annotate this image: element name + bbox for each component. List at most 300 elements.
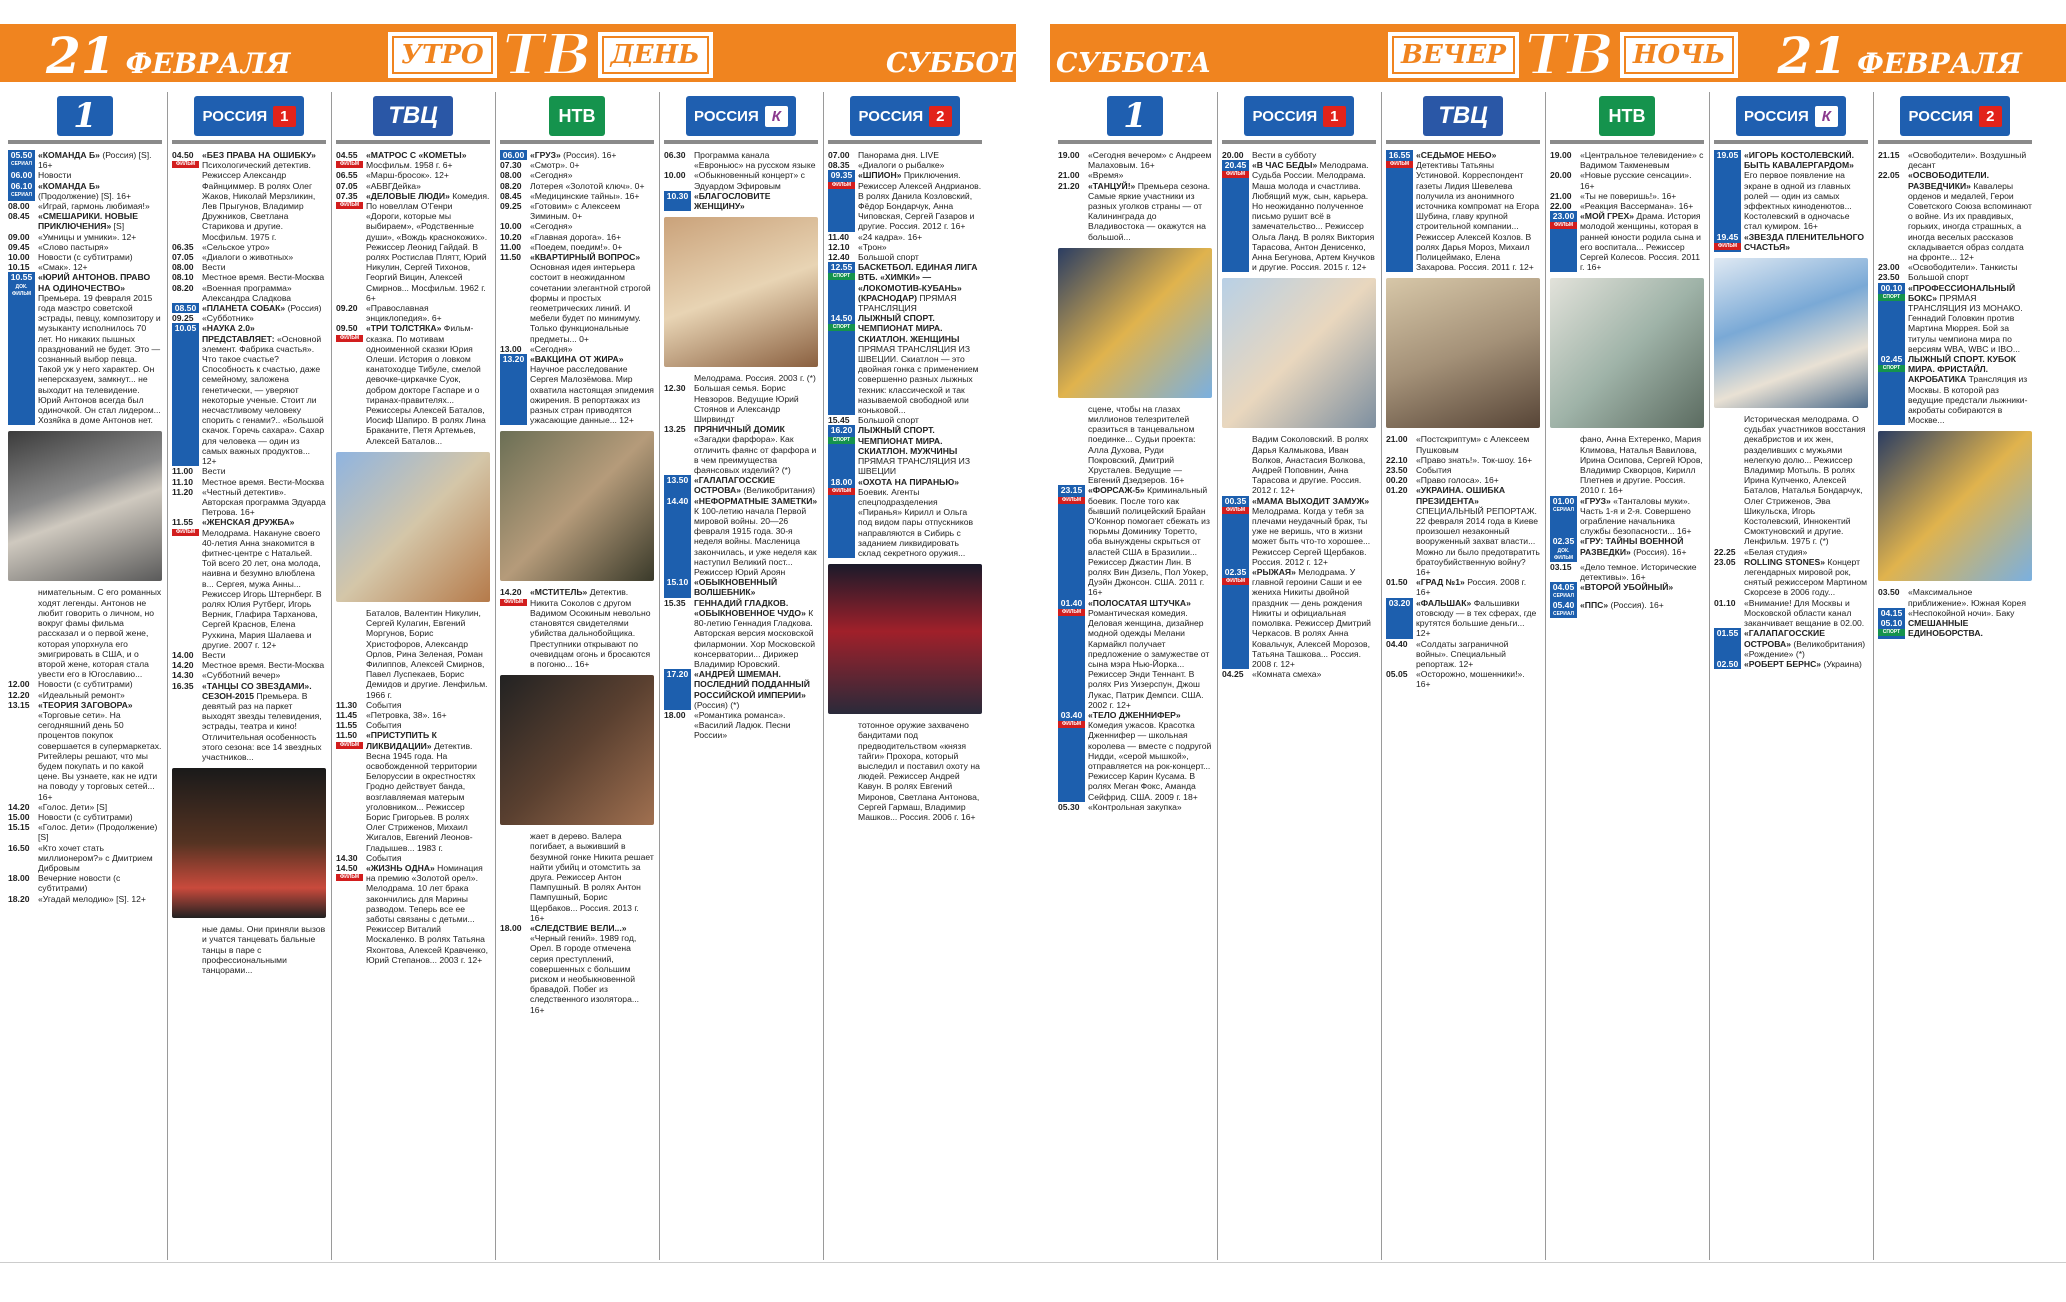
program-description: «НАУКА 2.0» ПРЕДСТАВЛЯЕТ: «Основной элемент. Фабрика счастья». Что такое счастье? Способность к счастью, даже семейному, заложена генетически, — уверяют некоторые ученые. Стоит ли несчастливому человеку спорить с генами?.. «Большой скачок. Горечь сахара». Сахар для человека — один из самых важных продуктов... 12+: [202, 323, 325, 467]
program-description: «ЖЕНСКАЯ ДРУЖБА» Мелодрама. Накануне своего 40-летия Анна знакомится в фитнес-центре с Натальей. Той всего 20 лет, она молода, наивна и безумно влюблена в... Сергея, мужа Анны... Режиссер Игорь Штернберг. В ролях Юлия Рутберг, Игорь Верник, Глафира Тарханова, Сергей Краснов, Елена Рухкина, Мария Шалаева и другие. 2007 г. 12+: [202, 517, 322, 650]
program-time: 09.35 ФИЛЬМ: [828, 170, 855, 231]
program-time: 16.20 СПОРТ: [828, 425, 855, 476]
program-entry: [1382, 150, 1544, 272]
program-time: [500, 831, 530, 923]
program-title: «ВТОРОЙ УБОЙНЫЙ»: [1580, 582, 1674, 593]
program-time: 03.15: [1550, 561, 1572, 572]
program-time: 11.50: [500, 252, 522, 263]
program-description: нимательным. С его романных ходят легенды. Антонов не любит говорить о личном, но вокруг фамы фильма рассказал и о первой жене, которая упорхнула его эмигрировать в США, и о второй жене, которая стала увести его в Югославию...: [38, 587, 162, 680]
program-entry: [4, 587, 166, 679]
program-entry: [660, 710, 822, 741]
program-description: «Максимальное приближение». Южная Корея: [1908, 587, 2026, 608]
program-description: Мелодрама. Россия. 2003 г. (*): [694, 373, 816, 384]
channel-column: [824, 92, 986, 1260]
program-title: «ТЕЛО ДЖЕННИФЕР»: [1088, 709, 1181, 720]
channel-name: ТВЦ: [388, 102, 438, 129]
program-description: ПРЯНИЧНЫЙ ДОМИК «Загадки фарфора». Как отличить фаянс от фарфора и в чем преимущества фаянсовых изделий? (*): [694, 424, 817, 476]
program-time: 22.00: [1550, 201, 1572, 212]
program-description: «Слово пастыря»: [38, 241, 109, 252]
program-time: 23.50: [1878, 272, 1900, 283]
program-time: 21.00: [1386, 434, 1408, 445]
channel-name: РОССИЯ: [858, 107, 924, 125]
program-time: 07.00: [828, 150, 850, 160]
program-time: 14.20 ФИЛЬМ: [500, 587, 530, 669]
right-section-logo: [1388, 22, 1738, 88]
program-entry: [1546, 191, 1708, 201]
program-description: События: [1416, 465, 1452, 476]
program-entry: [824, 232, 986, 242]
program-entry: [496, 252, 658, 344]
program-time: 22.25: [1714, 546, 1736, 557]
program-time: [336, 608, 366, 700]
program-entry: [1546, 150, 1708, 170]
program-photo: [828, 564, 982, 714]
program-entry: [168, 681, 330, 763]
program-entry: [496, 170, 658, 180]
program-entry: [1382, 465, 1544, 475]
genre-tag: ФИЛЬМ: [1714, 243, 1741, 250]
channel-column: [496, 92, 658, 1260]
program-time: 13.50: [664, 475, 691, 495]
program-time: 23.00 ФИЛЬМ: [1550, 211, 1577, 272]
program-entry: [4, 150, 166, 170]
program-time: 23.50: [1386, 465, 1408, 476]
program-time: 04.15: [1878, 608, 1905, 618]
program-description: Новости (с субтитрами): [38, 252, 133, 263]
program-description: Большой спорт: [858, 252, 919, 263]
channel-name: РОССИЯ: [1252, 107, 1318, 125]
channel-header: [336, 92, 490, 144]
program-description: «БЕЗ ПРАВА НА ОШИБКУ» Психологический детектив. Режиссер Александр Файнциммер. В ролях Олег Жаков, Николай Мерзликин, Лев Прыгунов, Владимир Дружников, Светлана Старикова и другие. Мосфильм. 1975 г.: [202, 150, 316, 242]
program-entry: [496, 354, 658, 425]
program-entry: [332, 191, 494, 303]
program-description: «Время»: [1088, 170, 1124, 181]
genre-tag: ФИЛЬМ: [336, 874, 363, 881]
program-title: «ЖЕНСКАЯ ДРУЖБА»: [202, 517, 295, 528]
program-time: 10.05: [172, 323, 199, 466]
program-title: «ГРУ: ТАЙНЫ ВОЕННОЙ РАЗВЕДКИ»: [1580, 536, 1684, 557]
program-time: 11.00: [500, 241, 522, 252]
program-description: ЛЫЖНЫЙ СПОРТ. ЧЕМПИОНАТ МИРА. СКИАТЛОН. ЖЕНЩИНЫ ПРЯМАЯ ТРАНСЛЯЦИЯ ИЗ ШВЕЦИИ. Скиатлон — это двойная гонка с применением совершенно разных лыжных техник: классической и так называемой свободной или коньковой...: [858, 313, 979, 416]
program-entry: [496, 587, 658, 669]
program-entry: [496, 201, 658, 221]
program-description: «Реакция Вассермана». 16+: [1580, 201, 1694, 212]
left-logo-word-b: ДЕНЬ: [598, 32, 713, 78]
program-time: 09.25: [500, 201, 522, 212]
program-description: Историческая мелодрама. О судьбах участников восстания декабристов и их жен, разделивших с мужьями нелегкую долю... Режиссер Владимир Мотыль. В ролях Ирина Купченко, Алексей Баталов, Наталья Бондарчук, Олег Стриженов, Эва Шикульска, Игорь Костолевский, Иннокентий Смоктуновский и другие. Ленфильм. 1975 г. (*): [1744, 414, 1866, 547]
program-entry: [1546, 201, 1708, 211]
program-entry: [496, 191, 658, 201]
program-entry: [1546, 496, 1708, 537]
program-entry: [1710, 598, 1872, 629]
program-photo: [500, 431, 654, 581]
program-description: «Субботник»: [202, 313, 254, 324]
program-entry: [332, 150, 494, 170]
program-title: «ППС»: [1580, 600, 1611, 611]
channel-badge: 1: [273, 106, 295, 127]
program-description: «ЮРИЙ АНТОНОВ. ПРАВО НА ОДИНОЧЕСТВО» Премьера. 19 февраля 2015 года маэстро советской эстрады, певцу, композитору и музыканту исполнилось 70 лет. Но никаких пышных празднований не будет. Это — сознанный выбор певца. Такой уж у него характер. Он неперсказуем, замкнут... не выходит на телевидение. Юрий Антонов всегда был одиночкой. Он стал лидером... Хозяйка в доме Антонов нет.: [38, 272, 161, 426]
program-description: «ГРУ: ТАЙНЫ ВОЕННОЙ РАЗВЕДКИ» (Россия). 16+: [1580, 536, 1687, 557]
program-time: 16.50: [8, 842, 30, 853]
program-time: 04.25: [1222, 669, 1244, 680]
program-entry: [1546, 170, 1708, 190]
program-description: «ГАЛАПАГОССКИЕ ОСТРОВА» (Великобритания) «Рождение» (*): [1744, 628, 1866, 659]
program-entry: [1710, 414, 1872, 547]
channel-logo: [194, 96, 303, 136]
program-title: «КОМАНДА Б»: [38, 150, 103, 160]
program-time: 04.40: [1386, 638, 1408, 649]
program-entry: [168, 650, 330, 660]
program-description: «Петровка, 38». 16+: [366, 709, 447, 720]
program-entry: [4, 679, 166, 689]
channel-logo: [1244, 96, 1353, 136]
program-time: 14.20: [8, 801, 30, 812]
program-description: «МСТИТЕЛЬ» Детектив. Никита Соколов с другом Вадимом Осокиным невольно становятся свидетелями убийства дальнобойщика. Преступники открывают по очевидцам огонь и бросаются в погоню... 16+: [530, 587, 651, 669]
right-logo-word-b: НОЧЬ: [1620, 32, 1738, 78]
program-time: 10.55 ДОК. ФИЛЬМ: [8, 272, 35, 425]
program-time: 12.55 СПОРТ: [828, 262, 855, 313]
program-entry: [1874, 283, 2036, 354]
program-entry: [1874, 354, 2036, 425]
genre-tag: СЕРИАЛ: [1550, 611, 1577, 618]
program-description: «Центральное телевидение» с Вадимом Такменевым: [1580, 150, 1704, 171]
program-time: [1222, 434, 1252, 495]
program-description: [1744, 232, 1868, 252]
channel-header: [1058, 92, 1212, 144]
channel-header: [828, 92, 982, 144]
program-entry: [1054, 710, 1216, 802]
program-entry: [4, 211, 166, 231]
program-entry: [824, 313, 986, 415]
genre-tag: СПОРТ: [1878, 365, 1905, 372]
program-description: ГЕННАДИЙ ГЛАДКОВ. «ОБЫКНОВЕННОЕ ЧУДО» К 80-летию Геннадия Гладкова. Авторская версия московской филармонии. Хор Московской консерватории... Дирижер Владимир Юровский.: [694, 597, 816, 669]
program-title: ГЕННАДИЙ ГЛАДКОВ. «ОБЫКНОВЕННОЕ ЧУДО»: [694, 597, 809, 618]
program-time: 20.45 ФИЛЬМ: [1222, 160, 1249, 272]
program-entry: [1546, 582, 1708, 600]
program-photo: [1058, 248, 1212, 398]
program-entry: [4, 181, 166, 201]
program-time: 23.05: [1714, 556, 1736, 567]
genre-tag: СПОРТ: [828, 437, 855, 444]
program-entry: [824, 170, 986, 231]
program-time: 13.15: [8, 699, 30, 710]
program-description: «Внимание! Для Москвы и Московской области канал заканчивает вещание в 02.00.: [1744, 597, 1865, 629]
genre-tag: СПОРТ: [1878, 294, 1905, 301]
channel-column: [1710, 92, 1872, 1260]
program-time: 11.30: [336, 699, 358, 710]
program-description: Большая семья. Борис Невзоров. Ведущие Юрий Стоянов и Александр Ширвиндт: [694, 383, 799, 425]
program-entry: [4, 232, 166, 242]
program-entry: [332, 863, 494, 965]
left-weekday: СУББОТА: [886, 48, 1042, 79]
program-time: [828, 720, 858, 822]
program-entry: [1054, 404, 1216, 486]
program-title: «ОХОТА НА ПИРАНЬЮ»: [858, 476, 959, 487]
program-time: 01.00 СЕРИАЛ: [1550, 496, 1577, 537]
program-entry: [1546, 211, 1708, 272]
program-time: 07.05: [172, 252, 194, 263]
program-description: «МАМА ВЫХОДИТ ЗАМУЖ» Мелодрама. Когда у тебя за плечами неудачный брак, ты уже не веришь, что в жизни может быть что-то хорошее... Режиссер Сергей Щербаков. Россия. 2012 г. 12+: [1252, 495, 1371, 567]
genre-tag: ФИЛЬМ: [1058, 609, 1085, 616]
program-time: 11.00: [172, 466, 194, 477]
genre-tag: ФИЛЬМ: [1550, 222, 1577, 229]
program-entry: [332, 181, 494, 191]
program-description: «Диалоги о животных»: [202, 252, 294, 263]
program-time: 20.00: [1550, 170, 1572, 181]
program-description: «Дело темное. Исторические детективы». 16+: [1580, 561, 1697, 582]
program-title: «РОБЕРТ БЕРНС»: [1744, 658, 1824, 669]
program-time: 08.35: [828, 160, 850, 171]
program-time: 18.00: [8, 873, 30, 884]
right-logo-word-a: ВЕЧЕР: [1388, 32, 1519, 78]
program-photo: [1222, 278, 1376, 428]
program-entry: [496, 344, 658, 354]
program-title: «РЫЖАЯ»: [1252, 567, 1299, 578]
program-description: Большой спорт: [1908, 272, 1969, 283]
program-entry: [824, 415, 986, 425]
program-entry: [1218, 567, 1380, 669]
program-entry: [4, 822, 166, 842]
program-description: ЛЫЖНЫЙ СПОРТ. ЧЕМПИОНАТ МИРА. СКИАТЛОН. МУЖЧИНЫ ПРЯМАЯ ТРАНСЛЯЦИЯ ИЗ ШВЕЦИИ: [858, 425, 971, 477]
program-time: 02.45 СПОРТ: [1878, 354, 1905, 425]
program-description: Лотерея «Золотой ключ». 0+: [530, 180, 645, 191]
program-time: 07.30: [500, 160, 522, 171]
left-date-number: 21: [46, 26, 116, 85]
program-entry: [168, 283, 330, 303]
program-description: «Освободители». Танкисты: [1908, 262, 2018, 273]
program-title: «ЮРИЙ АНТОНОВ. ПРАВО НА ОДИНОЧЕСТВО»: [38, 272, 151, 293]
program-entry: [332, 170, 494, 180]
program-time: 22.05: [1878, 170, 1900, 181]
right-logo-tv: ТВ: [1524, 22, 1614, 88]
program-title: «БЛАГОСЛОВИТЕ ЖЕНЩИНУ»: [694, 190, 771, 212]
channel-header: [1550, 92, 1704, 144]
program-description: [1580, 582, 1704, 600]
program-time: 06.35: [172, 241, 194, 252]
program-description: «ИГОРЬ КОСТОЛЕВСКИЙ. БЫТЬ КАВАЛЕРГАРДОМ» Его первое появление на экране в одной из главных ролей — один из самых эффектных киноденютов... Костолевский в одночасье стал кумиром. 16+: [1744, 150, 1854, 232]
program-title: «КВАРТИРНЫЙ ВОПРОС»: [530, 252, 641, 263]
channel-logo: [686, 96, 796, 136]
program-time: 19.05: [1714, 150, 1741, 232]
program-entry: [1710, 232, 1872, 252]
program-description: «ДЕЛОВЫЕ ЛЮДИ» Комедия. По новеллам О'Генри «Дороги, которые мы выбираем», «Родственные души», «Вождь краснокожих». Режиссер Леонид Гайдай. В ролях Ростислав Плятт, Юрий Никулин, Сергей Тихонов, Георгий Вицин, Алексей Смирнов... Мосфильм. 1962 г. 6+: [366, 190, 490, 303]
program-time: 21.00: [1058, 170, 1080, 181]
program-entry: [824, 262, 986, 313]
program-entry: [168, 262, 330, 272]
program-time: 14.50 СПОРТ: [828, 313, 855, 415]
program-description: Баталов, Валентин Никулин, Сергей Кулагин, Евгений Моргунов, Борис Христофоров, Александр Орлов, Рина Зеленая, Роман Филиппов, Алексей Смирнов, Павел Луспекаев, Борис Демидов и другие. Ленфильм. 1966 г.: [366, 607, 488, 700]
program-title: «ГАЛАПАГОССКИЕ ОСТРОВА»: [1744, 628, 1825, 649]
program-time: 13.25: [664, 424, 686, 435]
program-description: Вести: [202, 649, 226, 660]
program-description: Местное время. Вести-Москва: [202, 476, 325, 487]
program-time: 08.10: [172, 272, 194, 283]
program-entry: [1218, 434, 1380, 495]
genre-tag: ФИЛЬМ: [336, 202, 363, 209]
program-time: 01.20: [1386, 485, 1408, 496]
program-time: [664, 373, 694, 383]
program-time: 10.20: [500, 231, 522, 242]
program-time: 16.55 ФИЛЬМ: [1386, 150, 1413, 272]
program-description: [1908, 618, 2032, 638]
program-time: 11.50 ФИЛЬМ: [336, 730, 366, 852]
program-entry: [168, 252, 330, 262]
program-description: «АНДРЕЙ ШМЕМАН. ПОСЛЕДНИЙ ПОДДАННЫЙ РОССИЙСКОЙ ИМПЕРИИ» (Россия) (*): [694, 669, 810, 710]
program-title: БАСКЕТБОЛ. ЕДИНАЯ ЛИГА ВТБ. «ХИМКИ» — «ЛОКОМОТИВ-КУБАНЬ» (КРАСНОДАР): [858, 262, 978, 303]
program-description: «СМЕШАРИКИ. НОВЫЕ ПРИКЛЮЧЕНИЯ» [S]: [38, 211, 138, 232]
program-time: 18.20: [8, 893, 30, 904]
left-logo-tv: ТВ: [502, 22, 592, 88]
program-title: «УКРАИНА. ОШИБКА ПРЕЗИДЕНТА»: [1416, 485, 1506, 506]
program-description: «Военная программа» Александра Сладкова: [202, 282, 292, 303]
program-time: [1714, 414, 1744, 547]
program-description: «Медицинские тайны». 16+: [530, 190, 640, 201]
program-description: «Поедем, поедим!». 0+: [530, 241, 623, 252]
program-entry: [168, 660, 330, 670]
program-time: 15.45: [828, 415, 850, 426]
program-time: 03.20: [1386, 598, 1413, 639]
program-title: «ОСВОБОДИТЕЛИ. РАЗВЕДЧИКИ»: [1908, 170, 1989, 191]
program-entry: [4, 262, 166, 272]
program-time: [1058, 404, 1088, 486]
genre-tag: ДОК. ФИЛЬМ: [1550, 548, 1577, 562]
program-description: «Умницы и умники». 12+: [38, 231, 137, 242]
program-description: Вадим Соколовский. В ролях Дарья Калмыкова, Иван Волков, Анастасия Волкова, Андрей Поповнин, Анна Тарасова и другие. Россия. 2012 г. 12+: [1252, 434, 1369, 496]
program-entry: [332, 730, 494, 852]
program-entry: [660, 496, 822, 578]
channel-column: [1546, 92, 1708, 1260]
program-entry: [824, 720, 986, 822]
program-title: «СЛЕДСТВИЕ ВЕЛИ...»: [530, 922, 627, 933]
program-description: «Сегодня»: [530, 170, 573, 181]
genre-tag: СПОРТ: [1878, 629, 1905, 636]
program-title: «МАТРОС С «КОМЕТЫ»: [366, 150, 467, 160]
program-entry: [660, 383, 822, 424]
program-time: 23.15 ФИЛЬМ: [1058, 485, 1085, 597]
program-title: «ДЕЛОВЫЕ ЛЮДИ»: [366, 190, 453, 201]
channel-column: [168, 92, 330, 1260]
genre-tag: СЕРИАЛ: [8, 192, 35, 199]
program-time: 09.25: [172, 313, 194, 324]
program-entry: [168, 670, 330, 680]
program-time: 09.50 ФИЛЬМ: [336, 323, 366, 445]
program-time: 00.35 ФИЛЬМ: [1222, 496, 1249, 567]
program-time: [8, 587, 38, 679]
program-time: 06.00: [500, 150, 527, 160]
program-description: «ТЕОРИЯ ЗАГОВОРА» «Торговые сети». На сегодняшний день 50 процентов покупок совершается в супермаркетах. Ритейлеры решают, что мы будем покупать и по какой цене. Вы узнаете, как не идти на поводу у торговых сетей... 16+: [38, 699, 162, 802]
program-entry: [660, 669, 822, 710]
program-entry: [168, 303, 330, 313]
program-time: 12.00: [8, 679, 30, 690]
program-description: «КОМАНДА Б» (Продолжение) [S]. 16+: [38, 180, 131, 201]
genre-tag: ФИЛЬМ: [172, 161, 199, 168]
program-description: «ВАКЦИНА ОТ ЖИРА» Научное расследование Сергея Малозёмова. Мир охватила настоящая эпидемия ожирения. В репортажах из разных стран приводятся ужасающие данные... 12+: [530, 354, 654, 426]
program-entry: [1054, 802, 1216, 812]
program-entry: [496, 831, 658, 923]
program-entry: [1710, 547, 1872, 557]
program-entry: [1054, 170, 1216, 180]
program-time: 15.35: [664, 597, 686, 608]
program-entry: [1382, 577, 1544, 597]
program-time: 15.00: [8, 811, 30, 822]
channel-column: [1382, 92, 1544, 1260]
program-description: «Право голоса». 16+: [1416, 475, 1499, 486]
program-entry: [1546, 434, 1708, 495]
genre-tag: СЕРИАЛ: [1550, 507, 1577, 514]
program-entry: [168, 517, 330, 650]
channel-name: РОССИЯ: [1908, 107, 1974, 125]
program-entry: [824, 252, 986, 262]
program-entry: [496, 181, 658, 191]
program-description: «Ты не поверишь!». 16+: [1580, 190, 1677, 201]
program-time: 05.05: [1386, 669, 1408, 680]
program-description: «Трон»: [858, 241, 887, 252]
program-title: «ФАЛЬШАК»: [1416, 597, 1474, 608]
program-photo: [664, 217, 818, 367]
program-title: «ЖИЗНЬ ОДНА»: [366, 862, 438, 873]
channel-badge: 1: [1323, 106, 1345, 127]
program-time: 01.40 ФИЛЬМ: [1058, 598, 1085, 710]
program-time: 15.10: [664, 577, 691, 597]
program-time: 03.50: [1878, 587, 1900, 598]
left-logo-word-a: УТРО: [388, 32, 497, 78]
program-description: Вести: [202, 262, 226, 273]
program-description: Местное время. Вести-Москва: [202, 272, 325, 283]
program-entry: [168, 272, 330, 282]
program-time: 06.10 СЕРИАЛ: [8, 181, 35, 201]
program-entry: [1874, 272, 2036, 282]
program-description: БАСКЕТБОЛ. ЕДИНАЯ ЛИГА ВТБ. «ХИМКИ» — «ЛОКОМОТИВ-КУБАНЬ» (КРАСНОДАР) ПРЯМАЯ ТРАНСЛЯЦИЯ: [858, 262, 978, 314]
program-entry: [168, 323, 330, 466]
program-time: 16.35: [172, 680, 194, 691]
program-description: «Честный детектив». Авторская программа Эдуарда Петрова. 16+: [202, 486, 326, 518]
program-description: Панорама дня. LIVE: [858, 150, 939, 160]
program-description: ЛЫЖНЫЙ СПОРТ. КУБОК МИРА. ФРИСТАЙЛ. АКРОБАТИКА Трансляция из Москвы. В которой раз ведущие предстали лыжники-акробаты собираются в Москве...: [1908, 354, 2028, 426]
program-entry: [1054, 181, 1216, 242]
program-description: «Право знать!». Ток-шоу. 16+: [1416, 454, 1533, 465]
program-time: 21.15: [1878, 150, 1900, 160]
program-description: «ШПИОН» Приключения. Режиссер Алексей Андрианов. В ролях Данила Козловский, Фёдор Бондарчук, Анна Чиповская, Сергей Газаров и другие. Россия. 2012 г. 16+: [858, 170, 982, 232]
program-description: «УКРАИНА. ОШИБКА ПРЕЗИДЕНТА» СПЕЦИАЛЬНЫЙ РЕПОРТАЖ. 22 февраля 2014 года в Киеве произошел незаконный вооруженный захват власти... Можно ли было предотвратить братоубийственную войну? 16+: [1416, 485, 1540, 578]
program-title: «КОМАНДА Б»: [38, 180, 100, 191]
channel-header: [500, 92, 654, 144]
program-entry: [1218, 669, 1380, 679]
program-description: Вечерние новости (с субтитрами): [38, 873, 121, 894]
program-time: 08.45: [500, 190, 522, 201]
program-time: 10.00: [500, 221, 522, 232]
program-description: Большой спорт: [858, 415, 919, 426]
program-time: 14.20: [172, 660, 194, 671]
program-entry: [1382, 598, 1544, 639]
program-description: «ПРИСТУПИТЬ К ЛИКВИДАЦИИ» Детектив. Весна 1945 года. На освобожденной территории Белоруссии в окрестностях Гродно действует банда, возглавляемая матерым уголовником... Режиссер Борис Григорьев. В ролях Олег Стриженов, Михаил Жигалов, Евгений Леонов-Гладышев... 1983 г.: [366, 730, 477, 853]
program-entry: [660, 598, 822, 669]
program-title: «МАМА ВЫХОДИТ ЗАМУЖ»: [1252, 495, 1370, 506]
program-description: «Неспокойной ночи». Баку: [1908, 607, 2015, 618]
program-entry: [332, 853, 494, 863]
program-description: Новости (с субтитрами): [38, 679, 133, 690]
program-time: 04.50 ФИЛЬМ: [172, 150, 202, 242]
channel-logo: [1599, 96, 1655, 136]
program-description: Местное время. Вести-Москва: [202, 660, 325, 671]
channel-logo: [1107, 96, 1163, 136]
channel-header: [8, 92, 162, 144]
program-time: 08.50: [172, 303, 199, 313]
program-description: «Сегодня вечером» с Андреем Малаховым. 16+: [1088, 150, 1212, 171]
program-entry: [1382, 475, 1544, 485]
program-time: 18.00: [664, 709, 686, 720]
channel-header: [664, 92, 818, 144]
program-time: 12.40: [828, 252, 850, 263]
